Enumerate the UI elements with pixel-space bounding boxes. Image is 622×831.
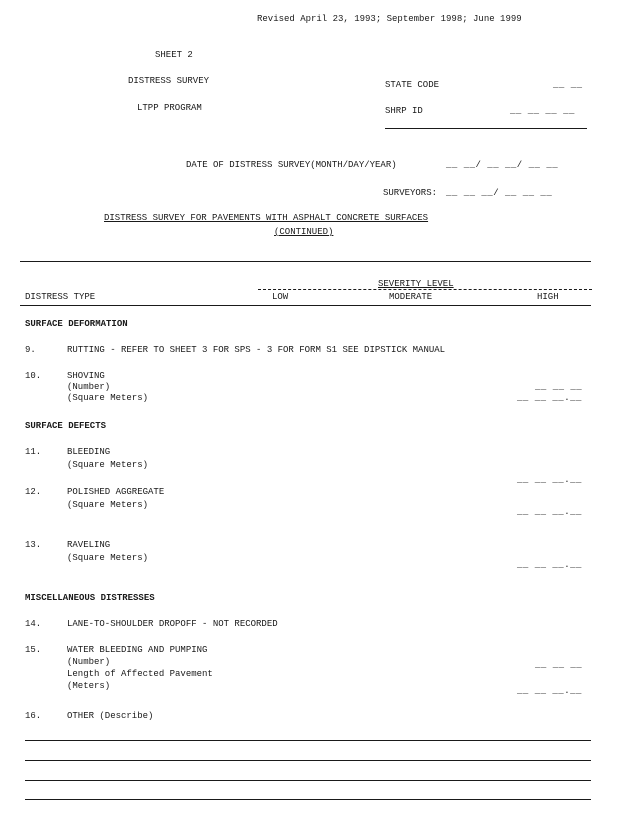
item-12-label: POLISHED AGGREGATE: [67, 487, 165, 497]
item-15-sub-number: (Number): [67, 657, 111, 667]
form-title: DISTRESS SURVEY FOR PAVEMENTS WITH ASPHALT CONCRETE SURFACES: [104, 213, 429, 223]
item-13-number: 13.: [25, 540, 42, 550]
low-header: LOW: [272, 292, 289, 302]
item-12-sub: (Square Meters): [67, 500, 149, 510]
item-13-field[interactable]: __ __ __.__: [517, 560, 582, 570]
item-13-label: RAVELING: [67, 540, 111, 550]
misc-heading: MISCELLANEOUS DISTRESSES: [25, 593, 155, 603]
survey-title: DISTRESS SURVEY: [128, 76, 210, 86]
item-10-sub-area: (Square Meters): [67, 393, 149, 403]
item-13-sub: (Square Meters): [67, 553, 149, 563]
date-field[interactable]: __ __/ __ __/ __ __: [446, 160, 559, 170]
item-16-number: 16.: [25, 711, 42, 721]
surface-deformation-heading: SURFACE DEFORMATION: [25, 319, 128, 329]
item-9-number: 9.: [25, 345, 36, 355]
item-14-number: 14.: [25, 619, 42, 629]
item-10-area-field[interactable]: __ __ __.__: [517, 393, 582, 403]
surface-defects-heading: SURFACE DEFECTS: [25, 421, 107, 431]
item-15-sub-length: Length of Affected Pavement: [67, 669, 213, 679]
item-15-number: 15.: [25, 645, 42, 655]
item-9-label: RUTTING - REFER TO SHEET 3 FOR SPS - 3 FOR FORM S1 SEE DIPSTICK MANUAL: [67, 345, 446, 355]
shrp-id-field[interactable]: __ __ __ __: [510, 106, 575, 116]
item-15-length-field[interactable]: __ __ __.__: [517, 686, 582, 696]
item-11-number: 11.: [25, 447, 42, 457]
header-divider: [385, 128, 587, 129]
severity-level-header: SEVERITY LEVEL: [378, 279, 454, 289]
item-11-label: BLEEDING: [67, 447, 111, 457]
item-16-label: OTHER (Describe): [67, 711, 154, 721]
item-10-number: 10.: [25, 371, 42, 381]
severity-dashed-line: [258, 289, 592, 290]
item-11-sub: (Square Meters): [67, 460, 149, 470]
item-12-field[interactable]: __ __ __.__: [517, 507, 582, 517]
describe-line-3[interactable]: [25, 780, 591, 781]
item-11-field[interactable]: __ __ __.__: [517, 475, 582, 485]
date-label: DATE OF DISTRESS SURVEY(MONTH/DAY/YEAR): [186, 160, 397, 170]
state-code-field[interactable]: __ __: [553, 80, 583, 90]
sheet-number: SHEET 2: [155, 50, 193, 60]
revision-date: Revised April 23, 1993; September 1998; June 1999: [257, 14, 522, 24]
surveyors-field[interactable]: __ __ __/ __ __ __: [446, 188, 553, 198]
describe-line-1[interactable]: [25, 740, 591, 741]
form-subtitle: (CONTINUED): [274, 227, 334, 237]
describe-line-2[interactable]: [25, 760, 591, 761]
item-15-number-field[interactable]: __ __ __: [535, 660, 583, 670]
surveyors-label: SURVEYORS:: [383, 188, 438, 198]
item-15-label: WATER BLEEDING AND PUMPING: [67, 645, 208, 655]
item-10-number-field[interactable]: __ __ __: [535, 382, 583, 392]
distress-type-header: DISTRESS TYPE: [25, 292, 96, 302]
item-10-label: SHOVING: [67, 371, 105, 381]
section-divider: [20, 261, 591, 262]
item-15-sub-meters: (Meters): [67, 681, 111, 691]
item-12-number: 12.: [25, 487, 42, 497]
table-header-divider: [20, 305, 591, 306]
shrp-id-label: SHRP ID: [385, 106, 423, 116]
high-header: HIGH: [537, 292, 559, 302]
item-10-sub-number: (Number): [67, 382, 111, 392]
describe-line-4[interactable]: [25, 799, 591, 800]
moderate-header: MODERATE: [389, 292, 433, 302]
state-code-label: STATE CODE: [385, 80, 440, 90]
program-title: LTPP PROGRAM: [137, 103, 202, 113]
item-14-label: LANE-TO-SHOULDER DROPOFF - NOT RECORDED: [67, 619, 278, 629]
